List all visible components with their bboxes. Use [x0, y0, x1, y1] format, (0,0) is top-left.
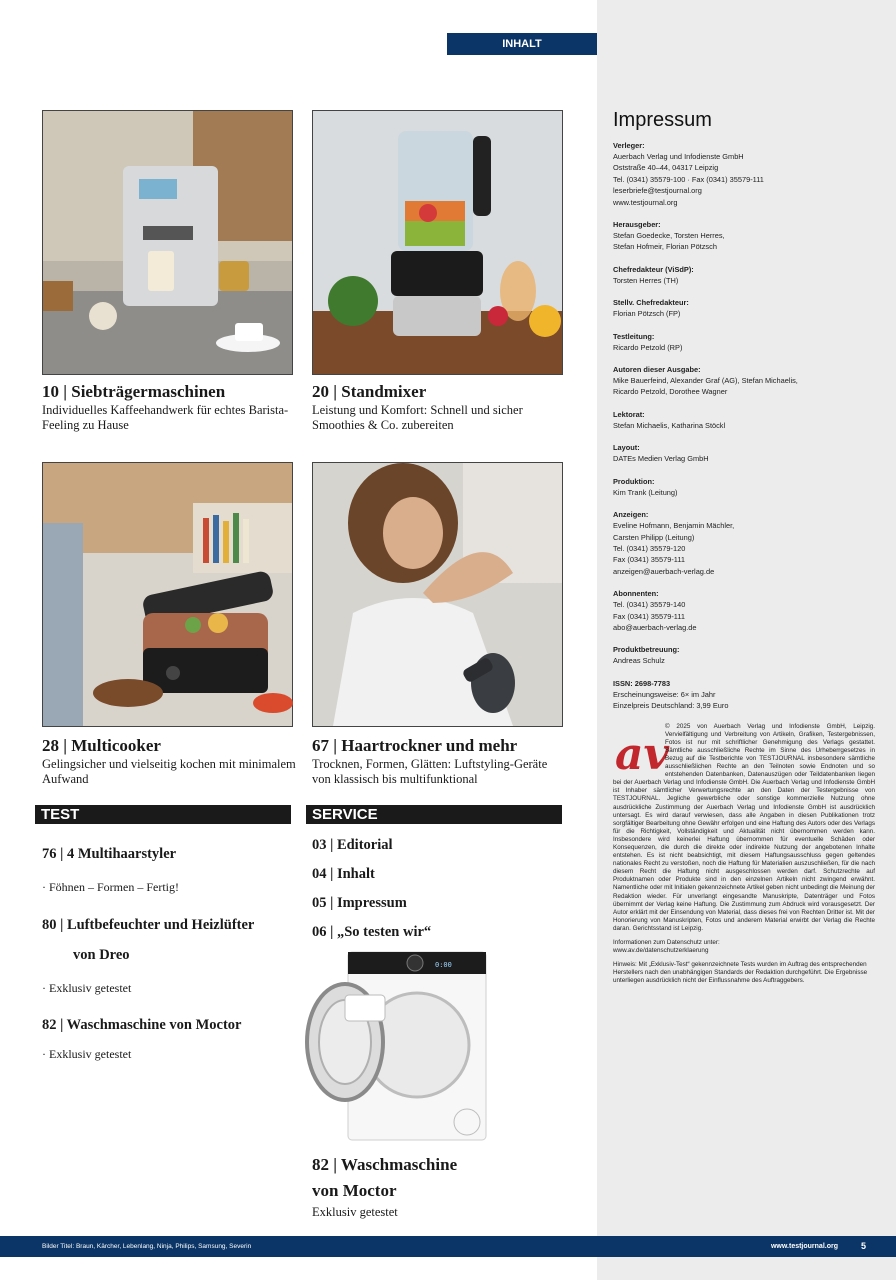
test-item-sub: · Föhnen – Formen – Fertig! [42, 880, 179, 894]
privacy-info [613, 939, 875, 955]
service-item: 03 | Editorial [312, 837, 393, 853]
test-item-sub: · Exklusiv getestet [42, 1047, 132, 1061]
impressum-block [613, 509, 875, 577]
impressum-line: Fax (0341) 35579-111 [613, 611, 686, 621]
impressum-block [613, 364, 875, 398]
impressum-line: Auerbach Verlag und Infodienste GmbH [613, 152, 744, 161]
test-item-title: 76 | 4 Multihaarstyler [42, 846, 177, 862]
impressum-line: Tel. (0341) 35579-140 [613, 600, 686, 610]
washer-title-cont: von Moctor [312, 1181, 397, 1200]
impressum-line: Eveline Hofmann, Benjamin Mächler, [613, 521, 735, 531]
impressum-block [613, 140, 875, 208]
impressum-line: Oststraße 40–44, 04317 Leipzig [613, 163, 719, 173]
privacy-link[interactable]: www.av.de/datenschutzerklaerung [613, 947, 709, 955]
impressum-line: Ricardo Petzold (RP) [613, 342, 683, 352]
impressum-label: Autoren dieser Ausgabe: [613, 365, 701, 375]
impressum-label: Produktion: [613, 476, 655, 486]
impressum-line: Ricardo Petzold, Dorothee Wagner [613, 387, 728, 397]
impressum-block [613, 644, 875, 666]
impressum [613, 108, 875, 985]
impressum-block [613, 297, 875, 319]
impressum-block [613, 678, 875, 712]
service-item: 05 | Impressum [312, 895, 407, 911]
impressum-blocks [613, 140, 875, 712]
test-item-title: 80 | Luftbefeuchter und Heizlüfter [42, 917, 255, 933]
test-item-title-cont: von Dreo [73, 947, 130, 963]
impressum-line: Stefan Goedecke, Torsten Herres, [613, 231, 725, 241]
feature-title-blender: 20 | Standmixer [312, 382, 427, 401]
test-item-title: 82 | Waschmaschine von Moctor [42, 1017, 242, 1033]
impressum-label: ISSN: 2698-7783 [613, 678, 671, 688]
photo-washing-machine [305, 950, 490, 1145]
section-heading-service: SERVICE [306, 805, 562, 824]
impressum-label: Layout: [613, 443, 640, 453]
impressum-line: Mike Bauerfeind, Alexander Graf (AG), Stefan Michaelis, [613, 376, 798, 386]
feature-desc-multicooker: Gelingsicher und vielseitig kochen mit minimalem Aufwand [42, 757, 296, 786]
impressum-line: Tel. (0341) 35579-100 · Fax (0341) 35579-111 [613, 174, 764, 184]
exclusive-test-note: Hinweis: Mit „Exklusiv-Test“ gekennzeichnete Tests wurden im Auftrag des entsprechenden Herstellers nach den unabhängigen Standards der Redaktion durchgeführt. Die Ergebnisse unterliegen ausdrücklich nicht der Einflussnahme des Auftraggebers. [613, 961, 868, 985]
impressum-label: Chefredakteur (ViSdP): [613, 264, 694, 274]
feature-title-multicooker: 28 | Multicooker [42, 736, 161, 755]
photo-espresso-machine [42, 110, 293, 375]
impressum-line[interactable]: abo@auerbach-verlag.de [613, 622, 697, 632]
impressum-line: Andreas Schulz [613, 656, 665, 666]
photo-blender [312, 110, 563, 375]
impressum-line: Stefan Michaelis, Katharina Stöckl [613, 420, 726, 430]
impressum-line: Stefan Hofmeir, Florian Pötzsch [613, 242, 717, 252]
impressum-label: Verleger: [613, 141, 645, 150]
impressum-title: Impressum [613, 109, 712, 131]
washer-display: 0:00 [435, 961, 452, 969]
feature-desc-espresso: Individuelles Kaffeehandwerk für echtes Barista-Feeling zu Hause [42, 403, 289, 432]
impressum-label: Testleitung: [613, 331, 655, 341]
section-heading-test: TEST [35, 805, 291, 824]
impressum-block [613, 588, 875, 633]
feature-title-espresso: 10 | Siebträgermaschinen [42, 382, 226, 401]
test-item-sub: · Exklusiv getestet [42, 981, 132, 995]
feature-desc-blender: Leistung und Komfort: Schnell und sicher Smoothies & Co. zubereiten [312, 403, 523, 432]
impressum-line: Kim Trank (Leitung) [613, 487, 678, 497]
impressum-label: Abonnenten: [613, 589, 659, 599]
service-item: 04 | Inhalt [312, 866, 375, 882]
impressum-block [613, 264, 875, 286]
feature-desc-hairdryer: Trocknen, Formen, Glätten: Luftstyling-Geräte von klassisch bis multifunktional [312, 757, 548, 786]
washer-title: 82 | Waschmaschine [312, 1155, 458, 1174]
publisher-logo [613, 725, 670, 780]
impressum-line: Torsten Herres (TH) [613, 275, 679, 285]
impressum-line: Erscheinungsweise: 6× im Jahr [613, 689, 716, 699]
footer-url[interactable]: www.testjournal.org [770, 1243, 838, 1250]
impressum-label: Anzeigen: [613, 510, 649, 520]
impressum-block [613, 476, 875, 498]
section-tag-inhalt: INHALT [447, 33, 597, 55]
impressum-block [613, 442, 875, 464]
impressum-block [613, 331, 875, 353]
impressum-label: Produktbetreuung: [613, 645, 680, 655]
service-item: 06 | „So testen wir“ [312, 924, 432, 940]
impressum-line: Einzelpreis Deutschland: 3,99 Euro [613, 701, 729, 711]
impressum-line[interactable]: www.testjournal.org [613, 197, 678, 207]
page-number: 5 [860, 1241, 866, 1251]
privacy-label: Informationen zum Datenschutz unter: [613, 939, 720, 946]
washer-sub: Exklusiv getestet [312, 1205, 398, 1219]
impressum-line[interactable]: leserbriefe@testjournal.org [613, 186, 702, 196]
impressum-label: Lektorat: [613, 409, 645, 419]
photo-credits: Bilder Titel: Braun, Kärcher, Lebenlang, Ninja, Philips, Samsung, Severin [42, 1243, 252, 1250]
impressum-line: Fax (0341) 35579-111 [613, 555, 686, 565]
photo-multicooker [42, 462, 293, 727]
photo-hairdryer [312, 462, 563, 727]
impressum-block [613, 219, 875, 253]
impressum-label: Stellv. Chefredakteur: [613, 298, 689, 308]
impressum-line[interactable]: anzeigen@auerbach-verlag.de [613, 566, 715, 576]
impressum-legal-text: © 2025 von Auerbach Verlag und Infodienste GmbH, Leipzig. Vervielfältigung und Verbreitung von Artikeln, Grafiken, Testergebnissen, Fotos ist nur mit schriftlicher Genehmigung des Verlags gestattet. Sämtliche ausschließliche Rechte im Sinne des Urheberrgesetzes in Bezug auf die Testberichte von TESTJOURNAL insbesondere sämtliche ausschließlichen Rechte an den Teilnoten sowie Endnoten und so entstehenden Datenbanken, Datenauszügen oder Teildatenbanken liegen bei der Auerbach Verlag und Infodienste GmbH. Die Auerbach Verlag und Infodienste GmbH ist Inhaber sämtlicher Verwertungsrechte an den Daten der Testergebnisse von TESTJOURNAL. Jegliche gewerbliche oder sonstige kommerzielle Nutzung ohne ausdrückliche Zustimmung der Auerbach Verlag und Infodienste GmbH ist ausdrücklich untersagt. Es wird darauf verwiesen, dass alle Angaben in diesen Publikationen trotz sorgfältiger Bearbeitung ohne Gewähr erfolgen und eine Haftung des Autors oder des Verlags für die Richtigkeit, Vollständigkeit und Aktualität nicht übernommen werden kann. Insbesondere wird keinerlei Haftung übernommen für eventuelle Schäden oder Konsequenzen, die durch die direkte oder indirekte Nutzung der angebotenen Inhalte entstehen. Es ist nicht beabsichtigt, mit diesem Haftungsausschluss gegen geltendes nationales Recht zu verstoßen, noch die Haftung für Materialien auszuschließen, für die nach diesem Recht die Haftung nicht ausgeschlossen werden darf. Schutzrechte auf Produktnamen oder Produkte sind in den einzelnen Artikeln nicht zwingend erwähnt. Namentliche oder mit Initialen gekennzeichnete Artikel geben nicht unbedingt die Meinung der Redaktion wieder. Für unverlangt eingesandte Manuskripte, Datenträger und Fotos übernimmt der Verlag keine Haftung. Die Zustimmung zum Abdruck wird vorausgesetzt. Der Autor erklärt mit der Einsendung von Material, dass dieses frei von Rechten Dritter ist. Mit der Honorierung von Manuskripten, Fotos und anderem Material erwirbt der Verlag die Rechte daran. Gerichtsstand ist Leipzig. [613, 722, 875, 932]
impressum-line: DATEs Medien Verlag GmbH [613, 454, 709, 464]
impressum-label: Herausgeber: [613, 220, 661, 230]
impressum-line: Florian Pötzsch (FP) [613, 309, 681, 319]
impressum-block [613, 409, 875, 431]
impressum-line: Tel. (0341) 35579-120 [613, 543, 686, 553]
svg-text:av: av [615, 728, 670, 780]
impressum-line: Carsten Philipp (Leitung) [613, 532, 695, 542]
feature-title-hairdryer: 67 | Haartrockner und mehr [312, 736, 518, 755]
page-footer [0, 1236, 896, 1257]
impressum-legal-box [613, 723, 875, 933]
